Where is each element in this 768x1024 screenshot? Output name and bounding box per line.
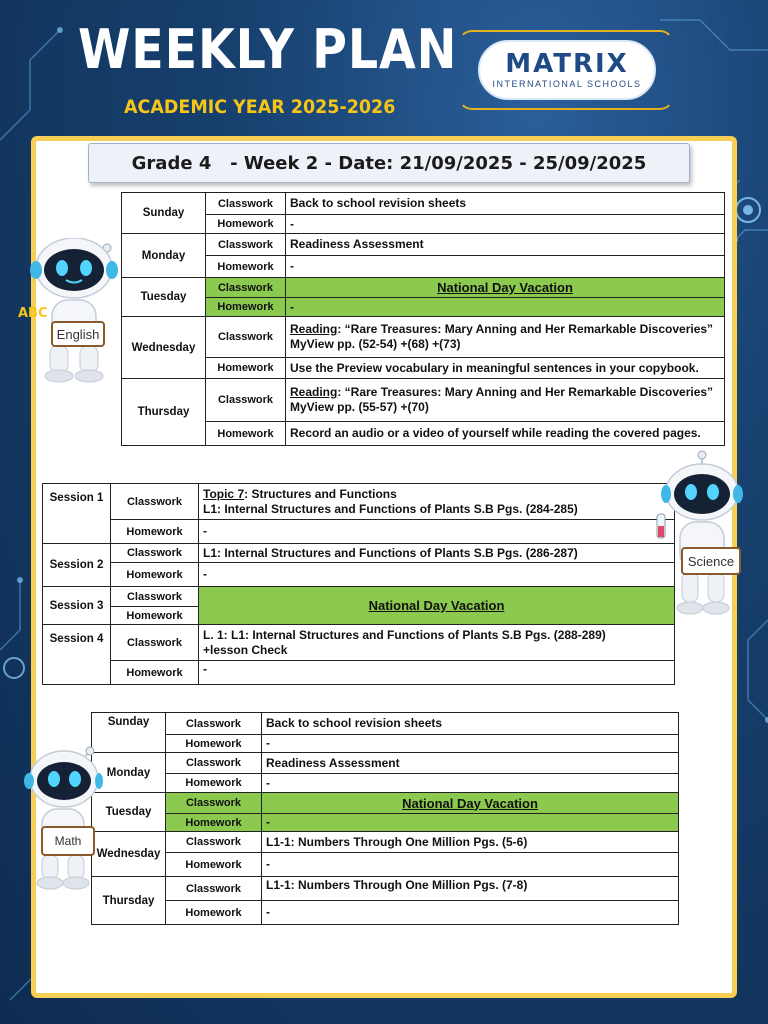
session-cell: Session 4 [43,625,111,685]
content-cell: - [262,814,679,832]
content-cell [199,484,675,520]
content-cell: - [286,298,725,317]
day-cell: Tuesday [122,278,206,317]
type-cell: Homework [111,563,199,587]
topic-title: : Structures and Functions [244,486,397,501]
table-row [92,814,679,832]
type-cell: Classwork [166,877,262,901]
day-cell: Thursday [92,877,166,925]
content-cell: - [262,853,679,877]
science-robot-icon [652,450,748,622]
type-cell: Classwork [206,379,286,422]
table-row [122,317,725,358]
math-table [91,712,679,925]
type-cell: Classwork [206,278,286,298]
science-badge: Science [687,554,735,569]
table-row [122,234,725,256]
type-cell: Homework [111,607,199,625]
content-cell: - [286,256,725,278]
table-row [92,853,679,877]
table-row [122,298,725,317]
content-cell: - [262,901,679,925]
content-cell: - [262,735,679,753]
content-cell: Back to school revision sheets [286,193,725,215]
type-cell: Homework [166,901,262,925]
table-row [43,544,675,563]
content-cell: - [199,661,675,685]
banner-text: Grade 4 - Week 2 - Date: 21/09/2025 - 25/09/2025 [131,152,647,174]
table-row [43,520,675,544]
session-cell: Session 3 [43,587,111,625]
table-row [92,877,679,901]
type-cell: Homework [111,520,199,544]
english-table [121,192,725,446]
type-cell: Homework [166,774,262,793]
session-cell: Session 2 [43,544,111,587]
type-cell: Classwork [111,625,199,661]
table-row [122,215,725,234]
reading-label: Reading [290,385,338,399]
academic-year-subtitle: ACADEMIC YEAR 2025-2026 [124,96,396,118]
vacation-cell: National Day Vacation [262,793,679,814]
type-cell: Classwork [111,587,199,607]
table-row [43,587,675,607]
table-row [92,901,679,925]
table-row [122,193,725,215]
content-cell: - [286,215,725,234]
type-cell: Homework [206,422,286,446]
abc-label: ABC [18,306,48,321]
table-row [92,735,679,753]
reading-title: : “Rare Treasures: Mary Anning and Her Remarkable Discoveries” [337,322,714,336]
day-cell: Thursday [122,379,206,446]
day-cell: Wednesday [92,832,166,877]
type-cell: Classwork [111,484,199,520]
type-cell: Homework [206,256,286,278]
content-cell: - [262,774,679,793]
school-logo [478,40,656,100]
reading-pages: MyView pp. (55-57) +(70) [290,400,429,414]
day-cell: Tuesday [92,793,166,832]
page-title: WEEKLY PLAN [78,18,458,81]
grade-week-banner [88,143,690,183]
type-cell: Classwork [206,234,286,256]
table-row [92,832,679,853]
math-robot-icon [20,745,104,891]
table-row [122,256,725,278]
content-cell [286,379,725,422]
english-robot-icon [16,238,122,384]
content-cell: - [199,520,675,544]
type-cell: Classwork [111,544,199,563]
logo-name: MATRIX [505,49,629,79]
table-row [43,484,675,520]
table-row [43,625,675,661]
content-cell: Back to school revision sheets [262,713,679,735]
reading-pages: MyView pp. (52-54) +(68) +(73) [290,337,461,351]
type-cell: Classwork [206,317,286,358]
type-cell: Homework [111,661,199,685]
type-cell: Classwork [166,753,262,774]
content-cell [286,317,725,358]
day-cell: Monday [92,753,166,793]
day-cell: Monday [122,234,206,278]
vacation-cell: National Day Vacation [286,278,725,298]
type-cell: Homework [206,358,286,379]
reading-label: Reading [290,322,338,336]
content-cell: L1: Internal Structures and Functions of Plants S.B Pgs. (286-287) [199,544,675,563]
content-cell: L1-1: Numbers Through One Million Pgs. (5-6) [262,832,679,853]
science-table [42,483,675,685]
lesson-line: L1: Internal Structures and Functions of Plants S.B Pgs. (284-285) [203,501,578,516]
table-row [43,661,675,685]
content-cell: - [199,563,675,587]
content-cell: L1-1: Numbers Through One Million Pgs. (7-8) [262,877,679,901]
type-cell: Homework [166,853,262,877]
content-cell [199,625,675,661]
content-cell: Use the Preview vocabulary in meaningful sentences in your copybook. [286,358,725,379]
vacation-cell: National Day Vacation [199,587,675,625]
table-row [122,358,725,379]
logo-tagline: INTERNATIONAL SCHOOLS [492,79,642,89]
type-cell: Homework [166,814,262,832]
lesson-check: +lesson Check [203,642,288,657]
day-cell: Wednesday [122,317,206,379]
lesson-line: L. 1: L1: Internal Structures and Functions of Plants S.B Pgs. (288-289) [203,627,606,642]
english-badge: English [56,327,100,342]
session-cell: Session 1 [43,484,111,544]
math-badge: Math [54,834,82,848]
type-cell: Classwork [166,793,262,814]
content-cell: Readiness Assessment [286,234,725,256]
reading-title: : “Rare Treasures: Mary Anning and Her Remarkable Discoveries” [337,385,714,399]
content-cell: Record an audio or a video of yourself while reading the covered pages. [286,422,725,446]
table-row [43,563,675,587]
topic-label: Topic 7 [203,486,245,501]
content-cell: Readiness Assessment [262,753,679,774]
type-cell: Classwork [166,832,262,853]
table-row [122,278,725,298]
table-row [92,713,679,735]
type-cell: Homework [206,298,286,317]
table-row [122,422,725,446]
table-row [92,753,679,774]
table-row [122,379,725,422]
type-cell: Classwork [206,193,286,215]
type-cell: Homework [206,215,286,234]
day-cell: Sunday [122,193,206,234]
table-row [92,774,679,793]
table-row [92,793,679,814]
type-cell: Homework [166,735,262,753]
day-cell: Sunday [92,713,166,753]
type-cell: Classwork [166,713,262,735]
